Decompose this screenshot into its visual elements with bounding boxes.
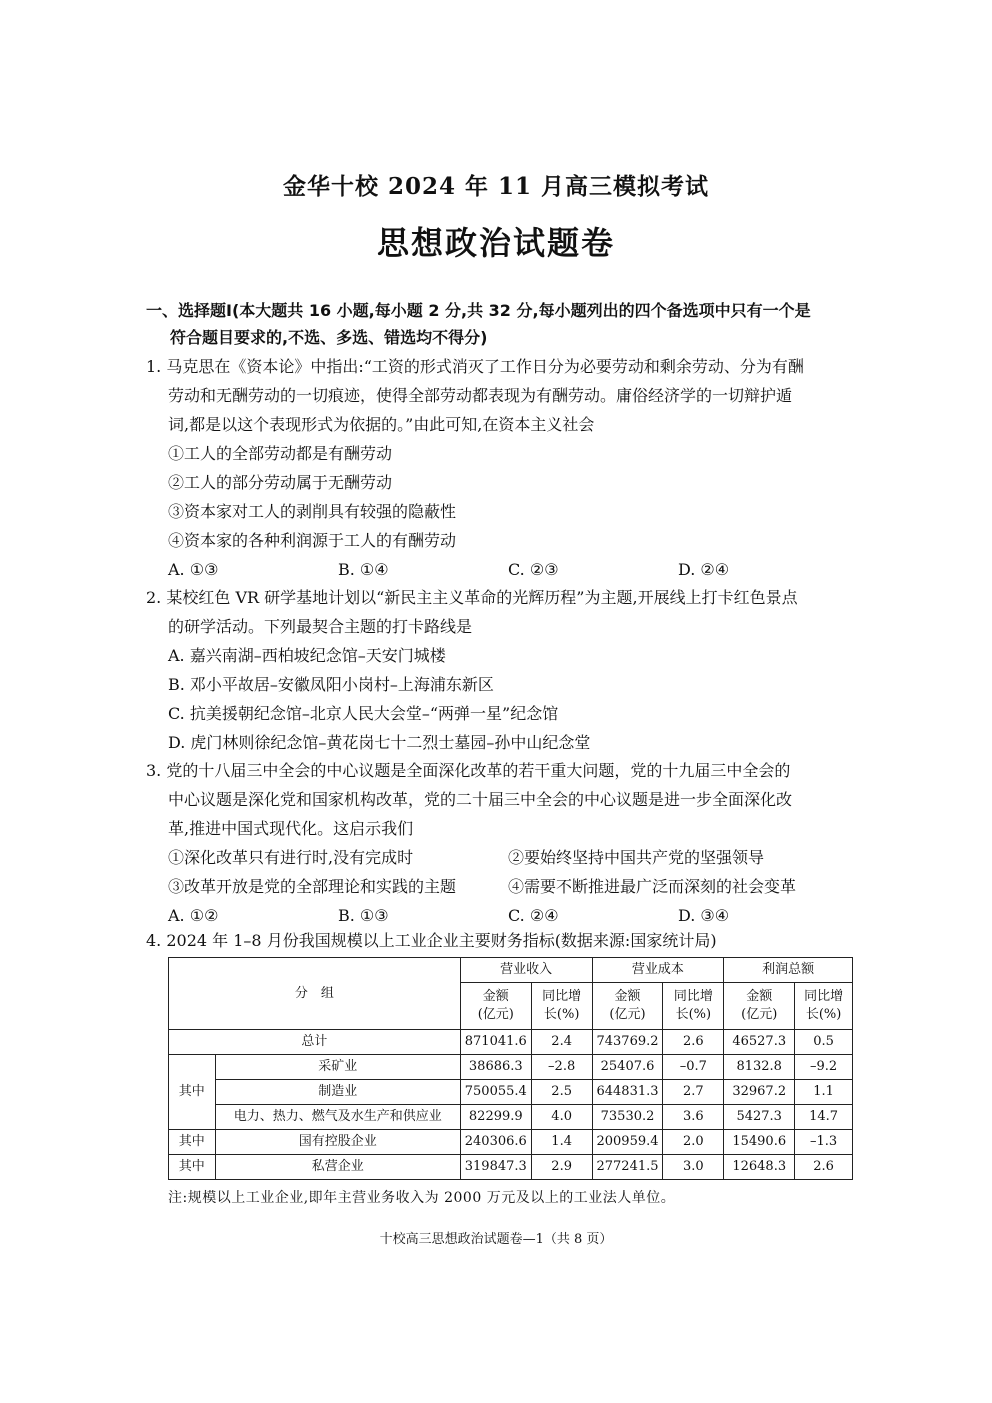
- amount-header: [724, 983, 795, 1030]
- question-2-stem-line2: 的研学活动。下列最契合主题的打卡路线是: [168, 617, 473, 636]
- question-3-item-4: ④需要不断推进最广泛而深刻的社会变革: [508, 877, 797, 896]
- choice-b[interactable]: B. 邓小平故居–安徽凤阳小岗村–上海浦东新区: [168, 675, 494, 694]
- table-row: [169, 1080, 853, 1105]
- table-cell: 871041.6: [460, 1030, 531, 1055]
- table-cell: 14.7: [795, 1105, 853, 1130]
- growth-label: 同比增: [804, 989, 844, 1004]
- growth-label: 同比增: [542, 989, 582, 1004]
- question-3-items-row2: [146, 872, 858, 901]
- table-cell: 38686.3: [460, 1055, 531, 1080]
- table-cell: 46527.3: [724, 1030, 795, 1055]
- exam-title: 金华十校 2024 年 11 月高三模拟考试: [282, 173, 710, 200]
- table-cell: 32967.2: [724, 1080, 795, 1105]
- question-1-choices: [146, 555, 858, 584]
- section-heading: [146, 297, 858, 351]
- page-footer: 十校高三思想政治试题卷—1（共 8 页）: [379, 1232, 613, 1247]
- choice-a[interactable]: A. 嘉兴南湖–西柏坡纪念馆–天安门城楼: [168, 646, 446, 665]
- question-3-stem-line3: 革,推进中国式现代化。这启示我们: [168, 819, 414, 838]
- section-heading-line2: 符合题目要求的,不选、多选、错选均不得分): [170, 328, 488, 347]
- amount-unit: (亿元): [609, 1007, 646, 1022]
- growth-header: [795, 983, 853, 1030]
- table-note: 注:规模以上工业企业,即年主营业务收入为 2000 万元及以上的工业法人单位。: [168, 1190, 676, 1206]
- exam-subtitle: 思想政治试题卷: [376, 224, 615, 262]
- col-group-revenue: 营业收入: [460, 958, 592, 983]
- question-3-stem-line1: 3. 党的十八届三中全会的中心议题是全面深化改革的若干重大问题，党的十九届三中全会的: [146, 761, 791, 780]
- amount-label: 金额: [482, 989, 509, 1004]
- choice-d[interactable]: D. 虎门林则徐纪念馆–黄花岗七十二烈士墓园–孙中山纪念堂: [168, 733, 591, 752]
- table-cell: 15490.6: [724, 1130, 795, 1155]
- table-cell: 25407.6: [592, 1055, 663, 1080]
- growth-label: 同比增: [673, 989, 713, 1004]
- question-1-item-1: ①工人的全部劳动都是有酬劳动: [168, 444, 393, 463]
- choice-c[interactable]: C. ②④: [508, 906, 559, 925]
- table-cell: 3.0: [663, 1155, 724, 1180]
- table-cell: 240306.6: [460, 1130, 531, 1155]
- question-3-item-3: ③改革开放是党的全部理论和实践的主题: [168, 877, 457, 896]
- table-cell: 5427.3: [724, 1105, 795, 1130]
- table-cell: 82299.9: [460, 1105, 531, 1130]
- table-header-row-1: [169, 958, 853, 983]
- table-cell: 750055.4: [460, 1080, 531, 1105]
- table-row: [169, 1030, 853, 1055]
- amount-unit: (亿元): [741, 1007, 778, 1022]
- choice-b[interactable]: B. ①④: [338, 560, 389, 579]
- amount-unit: (亿元): [477, 1007, 514, 1022]
- table-row: [169, 1155, 853, 1180]
- table-cell: 0.5: [795, 1030, 853, 1055]
- table-cell: 2.5: [531, 1080, 592, 1105]
- col-group-profit: 利润总额: [724, 958, 853, 983]
- question-3: [146, 756, 858, 930]
- table-row: [169, 1055, 853, 1080]
- question-1-stem-line3: 词,都是以这个表现形式为依据的。”由此可知,在资本主义社会: [168, 415, 595, 434]
- table-cell: 644831.3: [592, 1080, 663, 1105]
- question-3-stem-line2: 中心议题是深化党和国家机构改革，党的二十届三中全会的中心议题是进一步全面深化改: [168, 790, 793, 809]
- question-1-stem-line1: 1. 马克思在《资本论》中指出:“工资的形式消灭了工作日分为必要劳动和剩余劳动、分为有酬: [146, 357, 804, 376]
- table-cell: –2.8: [531, 1055, 592, 1080]
- question-1-item-4: ④资本家的各种利润源于工人的有酬劳动: [168, 531, 457, 550]
- choice-a[interactable]: A. ①③: [168, 560, 219, 579]
- table-cell: –9.2: [795, 1055, 853, 1080]
- table-row: [169, 1105, 853, 1130]
- amount-header: [592, 983, 663, 1030]
- growth-unit: 长(%): [675, 1007, 712, 1022]
- growth-unit: 长(%): [543, 1007, 580, 1022]
- table-cell: 1.4: [531, 1130, 592, 1155]
- table-cell: 2.6: [795, 1155, 853, 1180]
- choice-b[interactable]: B. ①③: [338, 906, 389, 925]
- table-cell: –1.3: [795, 1130, 853, 1155]
- choice-c[interactable]: C. 抗美援朝纪念馆–北京人民大会堂–“两弹一星”纪念馆: [168, 704, 559, 723]
- table-cell: 277241.5: [592, 1155, 663, 1180]
- question-3-item-2: ②要始终坚持中国共产党的坚强领导: [508, 848, 765, 867]
- table-cell: 2.0: [663, 1130, 724, 1155]
- choice-c[interactable]: C. ②③: [508, 560, 559, 579]
- question-1-item-2: ②工人的部分劳动属于无酬劳动: [168, 473, 393, 492]
- group-label: 其中: [169, 1155, 216, 1180]
- question-1-stem-line2: 劳动和无酬劳动的一切痕迹，使得全部劳动都表现为有酬劳动。庸俗经济学的一切辩护遁: [168, 386, 793, 405]
- table-cell: 743769.2: [592, 1030, 663, 1055]
- table-cell: –0.7: [663, 1055, 724, 1080]
- growth-header: [663, 983, 724, 1030]
- growth-unit: 长(%): [805, 1007, 842, 1022]
- table-cell: 4.0: [531, 1105, 592, 1130]
- choice-a[interactable]: A. ①②: [168, 906, 219, 925]
- table-cell: 73530.2: [592, 1105, 663, 1130]
- table-row: [169, 1130, 853, 1155]
- amount-label: 金额: [746, 989, 773, 1004]
- choice-d[interactable]: D. ②④: [678, 560, 730, 579]
- table-cell: 319847.3: [460, 1155, 531, 1180]
- table-cell: 12648.3: [724, 1155, 795, 1180]
- row-label: 国有控股企业: [215, 1130, 460, 1155]
- group-header: 分 组: [169, 958, 461, 1030]
- question-4: [146, 926, 858, 955]
- table-cell: 2.9: [531, 1155, 592, 1180]
- question-3-item-1: ①深化改革只有进行时,没有完成时: [168, 848, 414, 867]
- col-group-cost: 营业成本: [592, 958, 724, 983]
- table-cell: 2.6: [663, 1030, 724, 1055]
- table-cell: 200959.4: [592, 1130, 663, 1155]
- question-2: [146, 583, 858, 757]
- choice-d[interactable]: D. ③④: [678, 906, 730, 925]
- table-cell: 2.7: [663, 1080, 724, 1105]
- section-heading-line1: 一、选择题Ⅰ(本大题共 16 小题,每小题 2 分,共 32 分,每小题列出的四个备选项中只有一个是: [146, 301, 811, 320]
- group-label: 其中: [169, 1055, 216, 1130]
- row-label: 总计: [169, 1030, 461, 1055]
- row-label: 私营企业: [215, 1155, 460, 1180]
- table-cell: 1.1: [795, 1080, 853, 1105]
- growth-header: [531, 983, 592, 1030]
- table-cell: 2.4: [531, 1030, 592, 1055]
- group-label: 其中: [169, 1130, 216, 1155]
- row-label: 制造业: [215, 1080, 460, 1105]
- question-1-item-3: ③资本家对工人的剥削具有较强的隐蔽性: [168, 502, 457, 521]
- table-cell: 3.6: [663, 1105, 724, 1130]
- row-label: 电力、热力、燃气及水生产和供应业: [215, 1105, 460, 1130]
- amount-label: 金额: [614, 989, 641, 1004]
- row-label: 采矿业: [215, 1055, 460, 1080]
- financial-indicators-table: [168, 957, 853, 1180]
- table-cell: 8132.8: [724, 1055, 795, 1080]
- question-2-stem-line1: 2. 某校红色 VR 研学基地计划以“新民主主义革命的光辉历程”为主题,开展线上打卡红色景点: [146, 588, 798, 607]
- question-3-items-row1: [146, 843, 858, 872]
- question-1: [146, 352, 858, 584]
- amount-header: [460, 983, 531, 1030]
- question-4-stem: 4. 2024 年 1–8 月份我国规模以上工业企业主要财务指标(数据来源:国家统计局): [146, 931, 717, 950]
